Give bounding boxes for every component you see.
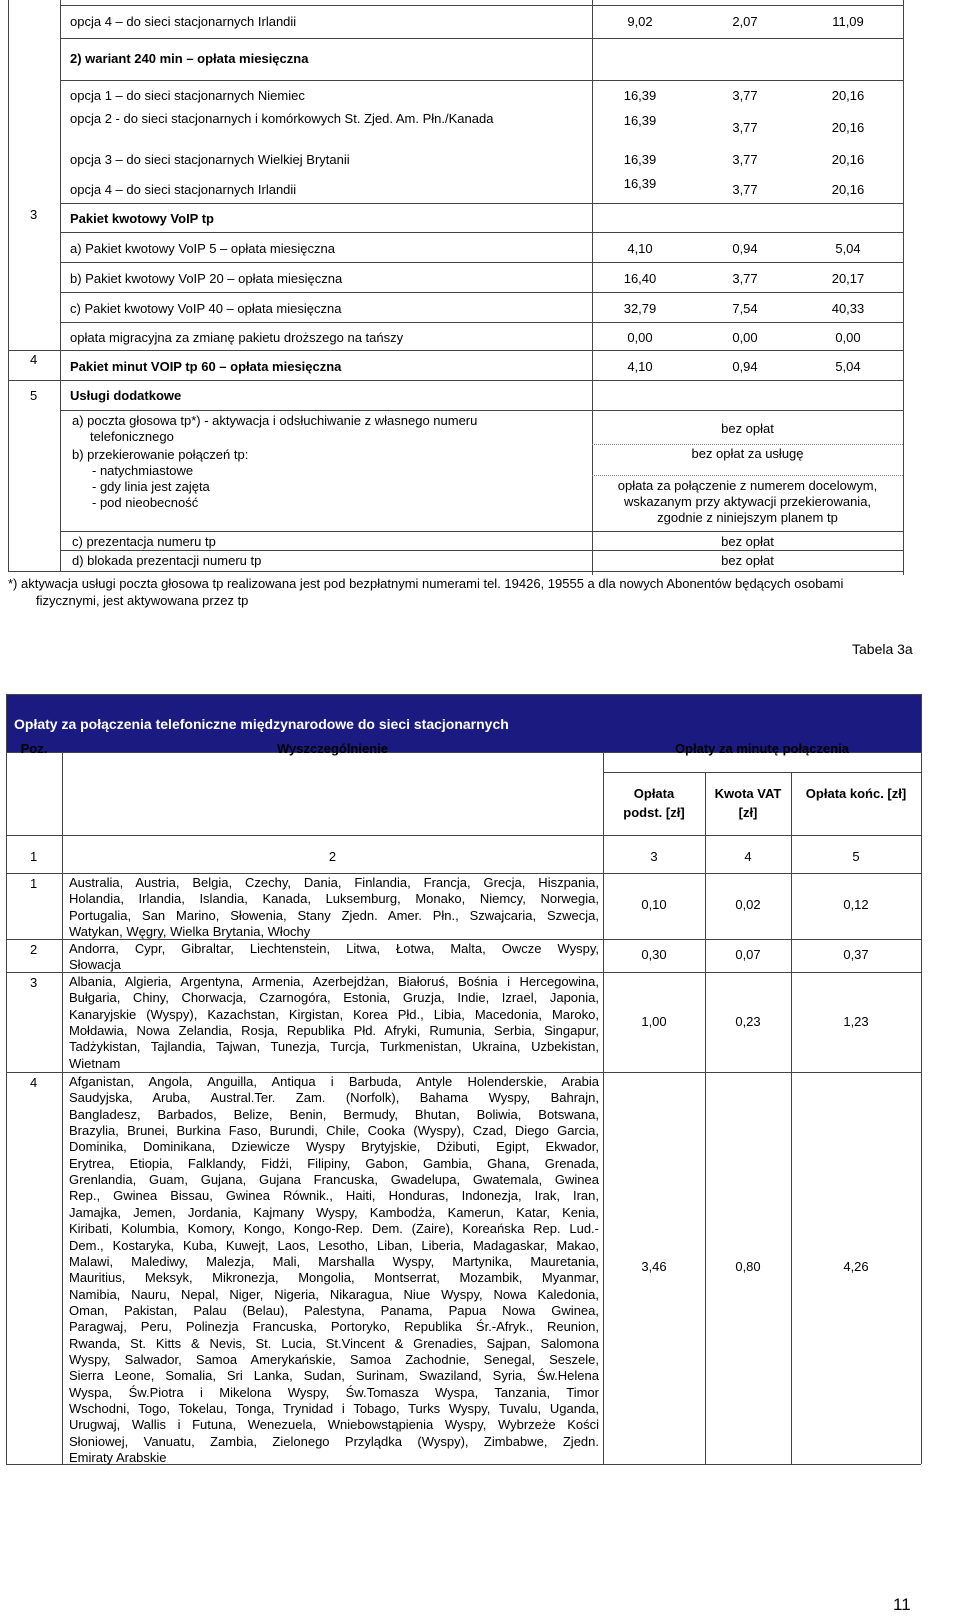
net-price: 16,39 — [623, 88, 657, 103]
page-number: 11 — [893, 1595, 911, 1614]
gross-price: 20,16 — [831, 152, 865, 167]
row-label: opłata migracyjna za zmianę pakietu droższego na tańszy — [70, 330, 404, 345]
footnote-cont: fizycznymi, jest aktywowana przez tp — [36, 593, 249, 608]
row-position: 2 — [30, 942, 38, 957]
position-number: 3 — [30, 207, 38, 222]
table-border — [6, 694, 7, 1464]
country-list-line: Urugwaj, Wallis i Futuna, Wenezuela, Wniebowstąpienia Wyspy, Wybrzeże Kości — [69, 1417, 599, 1433]
country-list-line: Namibia, Nauru, Nepal, Niger, Nigeria, Nikaragua, Niue Wyspy, Nowa Kaledonia, — [69, 1286, 599, 1302]
vat-amount: 0,94 — [732, 359, 758, 374]
country-list-line: Słoniowej, Vanuatu, Zambia, Zielonego Przylądka (Wyspy), Zimbabwe, Zjedn. — [69, 1433, 599, 1449]
net-price: 3,46 — [641, 1259, 667, 1274]
country-list-line: Holandia, Irlandia, Islandia, Kanada, Luksemburg, Monako, Niemcy, Norwegia, — [69, 891, 599, 907]
net-price: 4,10 — [627, 359, 653, 374]
gross-price: 5,04 — [835, 241, 861, 256]
gross-price: 0,00 — [835, 330, 861, 345]
row-divider — [8, 380, 903, 381]
service-price: bez opłat — [721, 534, 774, 549]
country-list-line: Wyspa, Św.Piotra i Mikelona Wyspy, Św.Tomasza Wyspa, Tanzania, Timor — [69, 1384, 599, 1400]
country-list-line: Oman, Pakistan, Palau (Belau), Palestyna, Panama, Papua Nowa Gwinea, — [69, 1302, 599, 1318]
net-price: 4,10 — [627, 241, 653, 256]
vat-amount: 2,07 — [732, 14, 758, 29]
country-list-line: Kiribati, Kolumbia, Komory, Kongo, Kongo-Rep. Dem. (Zaire), Koreańska Rep. Lud.- — [69, 1221, 599, 1237]
service-price: bez opłat — [721, 553, 774, 568]
row-heading: Pakiet kwotowy VoIP tp — [70, 211, 214, 226]
country-list-line: Jamajka, Jemen, Jordania, Kajmany Wyspy, Kambodża, Kamerun, Katar, Kenia, — [69, 1204, 599, 1220]
net-price: 16,39 — [623, 176, 657, 191]
country-list-line: Sierra Leone, Somalia, Sri Lanka, Sudan, Surinam, Swaziland, Syria, Św.Helena — [69, 1368, 599, 1384]
gross-price: 20,16 — [831, 120, 865, 135]
row-label: b) Pakiet kwotowy VoIP 20 – opłata miesięczna — [70, 271, 343, 286]
column-number: 3 — [650, 849, 658, 864]
column-number: 5 — [852, 849, 860, 864]
country-list-line: Erytrea, Etiopia, Falklandy, Fidżi, Filipiny, Gabon, Gambia, Ghana, Grenada, — [69, 1155, 599, 1171]
row-divider — [60, 232, 903, 233]
table-caption: Tabela 3a — [852, 641, 913, 657]
net-price: 9,02 — [627, 14, 653, 29]
net-price: 1,00 — [641, 1014, 667, 1029]
row-divider — [603, 772, 921, 773]
country-list-line: Albania, Algieria, Argentyna, Armenia, Azerbejdżan, Białoruś, Bośnia i Hercegowina, — [69, 974, 599, 989]
service-forwarding-opt: - natychmiastowe — [92, 463, 194, 478]
vat-amount: 3,77 — [732, 120, 758, 135]
service-price: bez opłat za usługę — [691, 446, 804, 461]
service-price-note: zgodnie z niniejszym planem tp — [657, 510, 838, 525]
gross-price: 0,12 — [843, 897, 869, 912]
vat-amount: 0,00 — [732, 330, 758, 345]
service-forwarding-opt: - pod nieobecność — [92, 495, 199, 510]
table-border — [8, 0, 9, 571]
table-border — [60, 0, 61, 571]
service-price: bez opłat — [721, 421, 774, 436]
country-list-line: Bułgaria, Chiny, Chorwacja, Czarnogóra, Estonia, Gruzja, Indie, Izrael, Japonia, — [69, 990, 599, 1006]
column-number: 4 — [744, 849, 752, 864]
row-divider — [592, 475, 903, 476]
net-price: 16,39 — [623, 113, 657, 128]
row-label: opcja 4 – do sieci stacjonarnych Irlandii — [70, 182, 297, 197]
column-header-prices: Opłaty za minutę połączenia — [674, 741, 850, 756]
country-list-line: Mauritius, Meksyk, Mikronezja, Mongolia, Montserrat, Mozambik, Myanmar, — [69, 1270, 599, 1286]
service-caller-id-block: d) blokada prezentacji numeru tp — [72, 553, 262, 568]
row-divider — [60, 531, 903, 532]
row-divider — [60, 262, 903, 263]
net-price: 0,30 — [641, 947, 667, 962]
country-list-line: Rep., Gwinea Bissau, Gwinea Równik., Haiti, Honduras, Indonezja, Irak, Iran, — [69, 1188, 599, 1204]
vat-amount: 0,02 — [735, 897, 761, 912]
vat-amount: 3,77 — [732, 271, 758, 286]
table-title: Opłaty za połączenia telefoniczne międzynarodowe do sieci stacjonarnych — [14, 716, 509, 732]
row-divider — [6, 873, 921, 874]
country-list-line: Wietnam — [69, 1055, 121, 1071]
vat-amount: 0,94 — [732, 241, 758, 256]
row-label: a) Pakiet kwotowy VoIP 5 – opłata miesięczna — [70, 241, 335, 256]
row-position: 1 — [30, 876, 38, 891]
country-list-line: Słowacja — [69, 957, 122, 973]
country-list-line: Dem., Kostaryka, Kuba, Kuwejt, Laos, Lesotho, Liban, Liberia, Madagaskar, Makao, — [69, 1237, 599, 1253]
service-voicemail-cont: telefonicznego — [90, 429, 174, 444]
column-header-vat-unit: [zł] — [738, 805, 758, 820]
column-header-net-unit: podst. [zł] — [623, 805, 685, 820]
net-price: 16,39 — [623, 152, 657, 167]
net-price: 16,40 — [623, 271, 657, 286]
row-divider — [8, 571, 903, 572]
row-divider — [60, 410, 903, 411]
country-list-line: Brazylia, Brunei, Burkina Faso, Burundi, Chile, Cooka (Wyspy), Czad, Diego Garcia, — [69, 1123, 599, 1139]
row-label: opcja 1 – do sieci stacjonarnych Niemiec — [70, 88, 305, 103]
country-list-line: Rwanda, St. Kitts & Nevis, St. Lucia, St.Vincent & Grenadies, Sajpan, Salomona — [69, 1335, 599, 1351]
row-divider — [60, 322, 903, 323]
column-header-description: Wyszczególnienie — [276, 741, 388, 756]
country-list-line: Paragwaj, Peru, Polinezja Francuska, Portoryko, Republika Śr.-Afryk., Reunion, — [69, 1319, 599, 1335]
row-label: opcja 4 – do sieci stacjonarnych Irlandii — [70, 14, 297, 29]
country-list-line: Portugalia, San Marino, Słowenia, Stany Zjedn. Amer. Płn., Szwajcaria, Szwecja, — [69, 907, 599, 923]
column-header-position: Poz. — [20, 741, 48, 756]
vat-amount: 3,77 — [732, 152, 758, 167]
country-list-line: Tadżykistan, Tajlandia, Tajwan, Tunezja, Turcja, Turkmenistan, Ukraina, Uzbekistan, — [69, 1039, 599, 1055]
gross-price: 20,16 — [831, 88, 865, 103]
row-label: opcja 3 – do sieci stacjonarnych Wielkiej Brytanii — [70, 152, 350, 167]
position-number: 4 — [30, 352, 38, 367]
country-list-line: Saudyjska, Aruba, Austral.Ter. Zam. (Norfolk), Bahama Wyspy, Bahrajn, — [69, 1090, 599, 1106]
column-number: 2 — [328, 849, 337, 864]
row-heading: Usługi dodatkowe — [70, 388, 182, 403]
gross-price: 5,04 — [835, 359, 861, 374]
net-price: 32,79 — [623, 301, 657, 316]
gross-price: 0,37 — [843, 947, 869, 962]
gross-price: 4,26 — [843, 1259, 869, 1274]
row-label: opcja 2 - do sieci stacjonarnych i komórkowych St. Zjed. Am. Płn./Kanada — [70, 111, 494, 126]
gross-price: 20,16 — [831, 182, 865, 197]
country-list-line: Watykan, Węgry, Wielka Brytania, Włochy — [69, 924, 311, 940]
row-divider — [60, 38, 903, 39]
row-label: c) Pakiet kwotowy VoIP 40 – opłata miesięczna — [70, 301, 342, 316]
row-position: 3 — [30, 975, 38, 990]
net-price: 0,00 — [627, 330, 653, 345]
country-list-line: Afganistan, Angola, Anguilla, Antiqua i Barbuda, Antyle Holenderskie, Arabia — [69, 1074, 599, 1089]
row-divider — [60, 292, 903, 293]
footnote: *) aktywacja usługi poczta głosowa tp realizowana jest pod bezpłatnymi numerami tel. 19426, 19555 a dla nowych Abonentów będących osobami — [8, 576, 844, 591]
gross-price: 20,17 — [831, 271, 865, 286]
country-list-line: Dominika, Dominikana, Dziewicze Wyspy Brytyjskie, Dżibuti, Egipt, Ekwador, — [69, 1139, 599, 1155]
position-number: 5 — [30, 388, 38, 403]
service-price-note: opłata za połączenie z numerem docelowym, — [617, 478, 878, 493]
column-number: 1 — [30, 849, 38, 864]
service-price-note: wskazanym przy aktywacji przekierowania, — [623, 494, 872, 509]
vat-amount: 0,07 — [735, 947, 761, 962]
row-divider — [60, 203, 903, 204]
country-list-line: Wyspy, Salwador, Samoa Amerykańskie, Samoa Zachodnie, Senegal, Seszele, — [69, 1351, 599, 1367]
vat-amount: 3,77 — [732, 88, 758, 103]
column-header-net: Opłata — [633, 786, 675, 801]
country-list-line: Wschodni, Togo, Tokelau, Tonga, Trynidad i Tobago, Turks Wyspy, Tuvalu, Uganda, — [69, 1401, 599, 1416]
vat-amount: 0,80 — [735, 1259, 761, 1274]
country-list-line: Malawi, Malediwy, Malezja, Mali, Marshalla Wyspy, Martynika, Mauretania, — [69, 1253, 599, 1269]
service-forwarding-opt: - gdy linia jest zajęta — [92, 479, 210, 494]
table-border — [921, 694, 922, 1464]
country-list-line: Australia, Austria, Belgia, Czechy, Dania, Finlandia, Francja, Grecja, Hiszpania, — [69, 875, 599, 890]
row-position: 4 — [30, 1075, 38, 1090]
country-list-line: Bangladesz, Barbados, Belize, Benin, Bermudy, Bhutan, Boliwia, Botswana, — [69, 1106, 599, 1122]
column-header-gross: Opłata końc. [zł] — [805, 786, 907, 801]
country-list-line: Mołdawia, Nowa Zelandia, Rosja, Republika Płd. Afryki, Rumunia, Serbia, Singapur, — [69, 1023, 599, 1039]
row-divider — [6, 1072, 921, 1073]
vat-amount: 0,23 — [735, 1014, 761, 1029]
table-border — [903, 0, 904, 575]
gross-price: 1,23 — [843, 1014, 869, 1029]
row-divider — [6, 835, 921, 836]
table-border — [705, 772, 706, 1464]
vat-amount: 7,54 — [732, 301, 758, 316]
row-heading: Pakiet minut VOIP tp 60 – opłata miesięczna — [70, 359, 342, 374]
row-divider — [60, 550, 903, 551]
row-divider — [60, 5, 903, 6]
service-caller-id: c) prezentacja numeru tp — [72, 534, 216, 549]
service-forwarding: b) przekierowanie połączeń tp: — [72, 447, 249, 462]
table-border — [791, 772, 792, 1464]
column-header-vat: Kwota VAT — [714, 786, 782, 801]
net-price: 0,10 — [641, 897, 667, 912]
vat-amount: 3,77 — [732, 182, 758, 197]
country-list-line: Emiraty Arabskie — [69, 1450, 167, 1466]
service-voicemail: a) poczta głosowa tp*) - aktywacja i odsłuchiwanie z własnego numeru — [72, 413, 478, 428]
row-heading: 2) wariant 240 min – opłata miesięczna — [70, 51, 309, 66]
gross-price: 11,09 — [832, 14, 864, 29]
row-divider — [60, 80, 903, 81]
country-list-line: Kanaryjskie (Wyspy), Kazachstan, Kirgistan, Korea Płd., Libia, Macedonia, Maroko, — [69, 1006, 599, 1022]
country-list-line: Andorra, Cypr, Gibraltar, Liechtenstein, Litwa, Łotwa, Malta, Owcze Wyspy, — [69, 941, 599, 956]
country-list-line: Grenlandia, Guam, Gujana, Gujana Francuska, Gwadelupa, Gwatemala, Gwinea — [69, 1172, 599, 1188]
row-divider — [8, 350, 903, 351]
gross-price: 40,33 — [831, 301, 865, 316]
